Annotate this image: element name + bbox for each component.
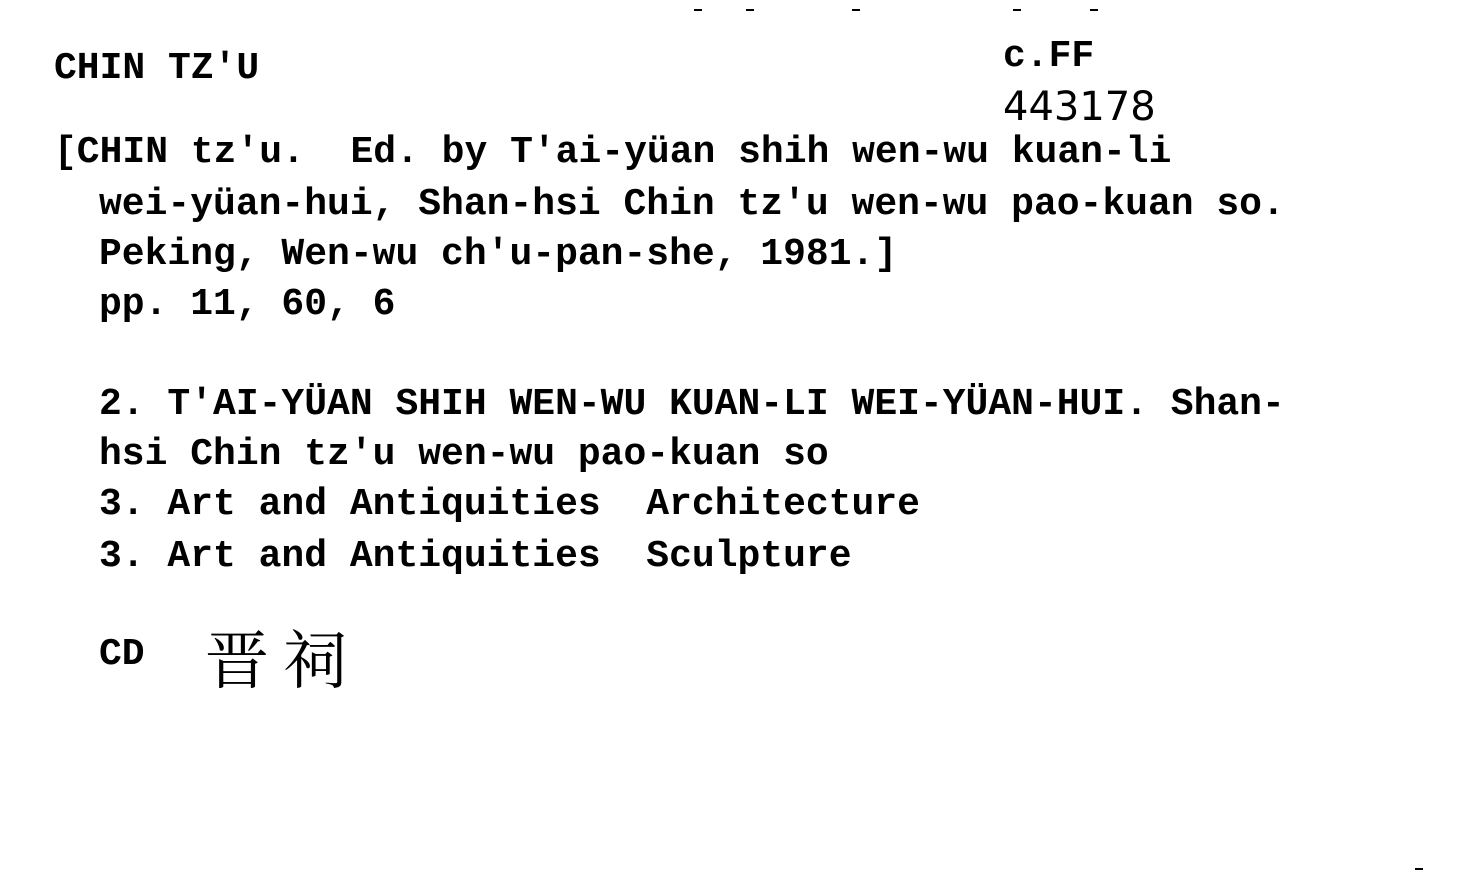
tracing-subject-architecture: 3. Art and Antiquities Architecture: [99, 483, 920, 526]
title-line-1: [CHIN tz'u. Ed. by T'ai-yüan shih wen-wu kuan-li: [54, 131, 1172, 174]
scan-mark: [694, 9, 702, 11]
scan-mark: [1013, 9, 1021, 11]
chinese-title-characters: 晋祠: [205, 625, 361, 699]
tracing-corporate-1: 2. T'AI-YÜAN SHIH WEN-WU KUAN-LI WEI-YÜAN-HUI. Shan-: [99, 383, 1285, 426]
tracing-subject-sculpture: 3. Art and Antiquities Sculpture: [99, 535, 852, 578]
collation-line: pp. 11, 60, 6: [99, 283, 396, 326]
call-number: 443178: [1003, 84, 1156, 130]
cd-label: CD: [99, 633, 145, 676]
main-entry-heading: CHIN TZ'U: [54, 47, 260, 90]
imprint-line: Peking, Wen-wu ch'u-pan-she, 1981.]: [99, 233, 898, 276]
title-line-2: wei-yüan-hui, Shan-hsi Chin tz'u wen-wu pao-kuan so.: [99, 183, 1285, 226]
scan-mark: [1090, 9, 1098, 11]
tracing-corporate-2: hsi Chin tz'u wen-wu pao-kuan so: [99, 433, 829, 476]
scan-mark: [1415, 868, 1423, 870]
scan-mark: [746, 9, 754, 11]
scan-mark: [852, 9, 860, 11]
call-number-prefix: c.FF: [1003, 35, 1095, 78]
